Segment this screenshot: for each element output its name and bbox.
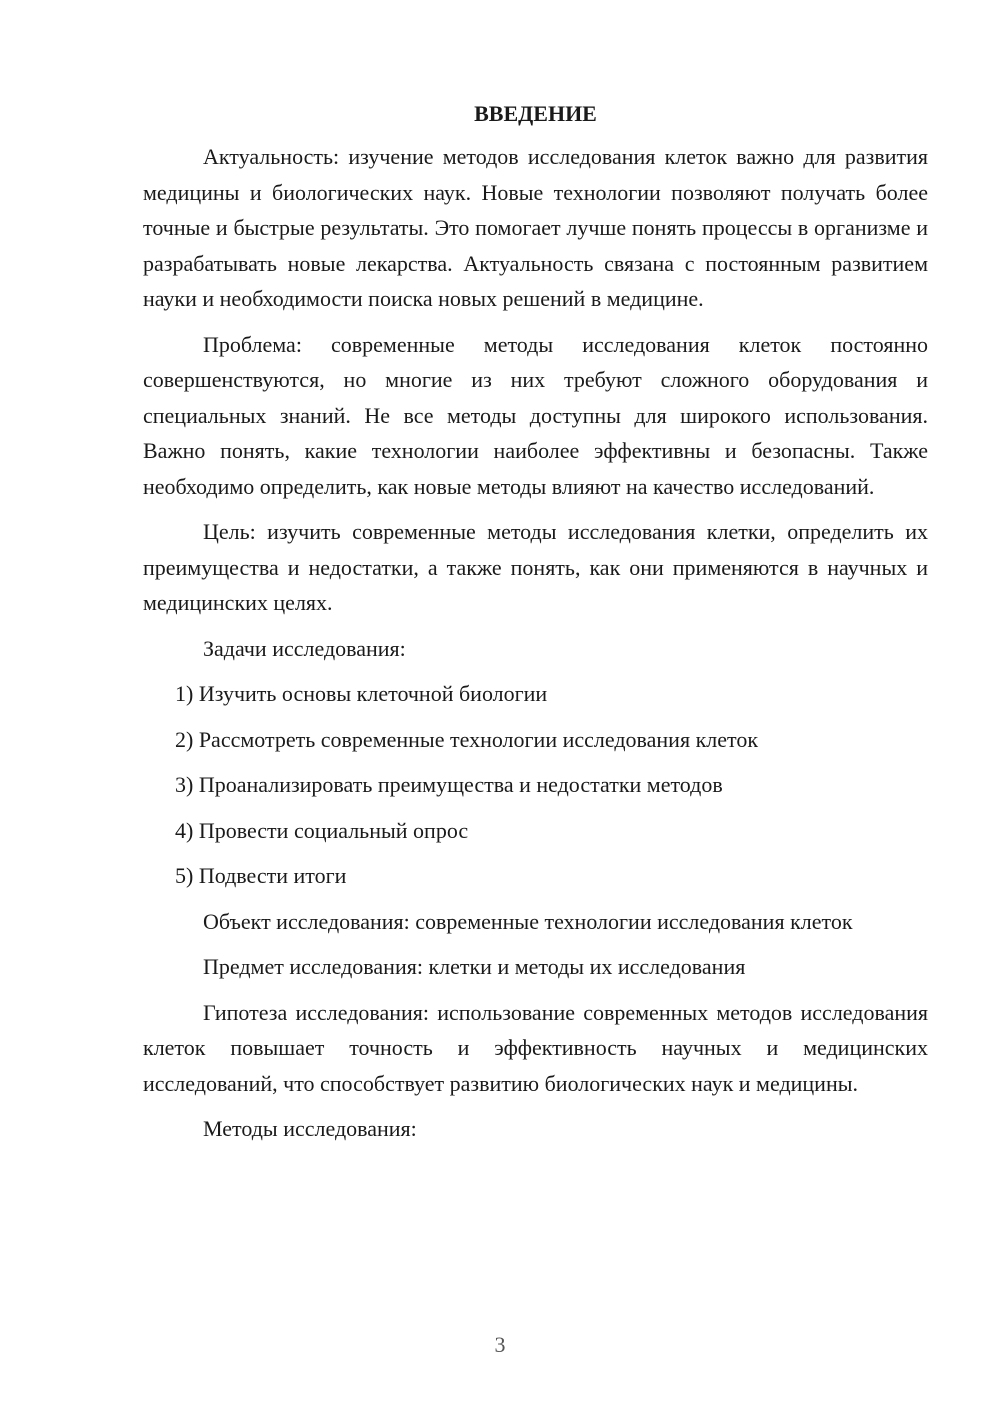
page-number: 3	[494, 1332, 506, 1357]
relevance-paragraph: Актуальность: изучение методов исследования клеток важно для развития медицины и биологических наук. Новые технологии позволяют получать более точные и быстрые результаты. Это помогает лучше понять процессы в организме и разрабатывать новые лекарства. Актуальность связана с постоянным развитием науки и необходимости поиска новых решений в медицине.	[143, 144, 928, 311]
object-paragraph: Объект исследования: современные технологии исследования клеток	[203, 908, 853, 934]
list-item: 3) Проанализировать преимущества и недостатки методов	[175, 772, 723, 797]
subject-paragraph: Предмет исследования: клетки и методы их исследования	[203, 954, 746, 979]
problem-paragraph: Проблема: современные методы исследования клеток постоянно совершенствуются, но многие из них требуют сложного оборудования и специальных знаний. Не все методы доступны для широкого использования. Важно понять, какие технологии наиболее эффективны и безопасны. Также необходимо определить, как новые методы влияют на качество исследований.	[143, 331, 928, 499]
methods-heading: Методы исследования:	[203, 1116, 417, 1141]
list-item: 5) Подвести итоги	[175, 863, 347, 888]
list-item: 4) Провести социальный опрос	[175, 817, 469, 843]
list-item: 2) Рассмотреть современные технологии исследования клеток	[175, 726, 759, 752]
goal-paragraph: Цель: изучить современные методы исследования клетки, определить их преимущества и недостатки, а также понять, как они применяются в научных и медицинских целях.	[143, 519, 928, 615]
tasks-list	[143, 676, 928, 894]
list-item: 1) Изучить основы клеточной биологии	[175, 681, 548, 706]
page-content	[143, 96, 928, 1157]
tasks-heading: Задачи исследования:	[203, 635, 406, 661]
hypothesis-paragraph: Гипотеза исследования: использование современных методов исследования клеток повышает точность и эффективность научных и медицинских исследований, что способствует развитию биологических наук и медицины.	[143, 999, 928, 1096]
section-title: ВВЕДЕНИЕ	[474, 101, 597, 126]
